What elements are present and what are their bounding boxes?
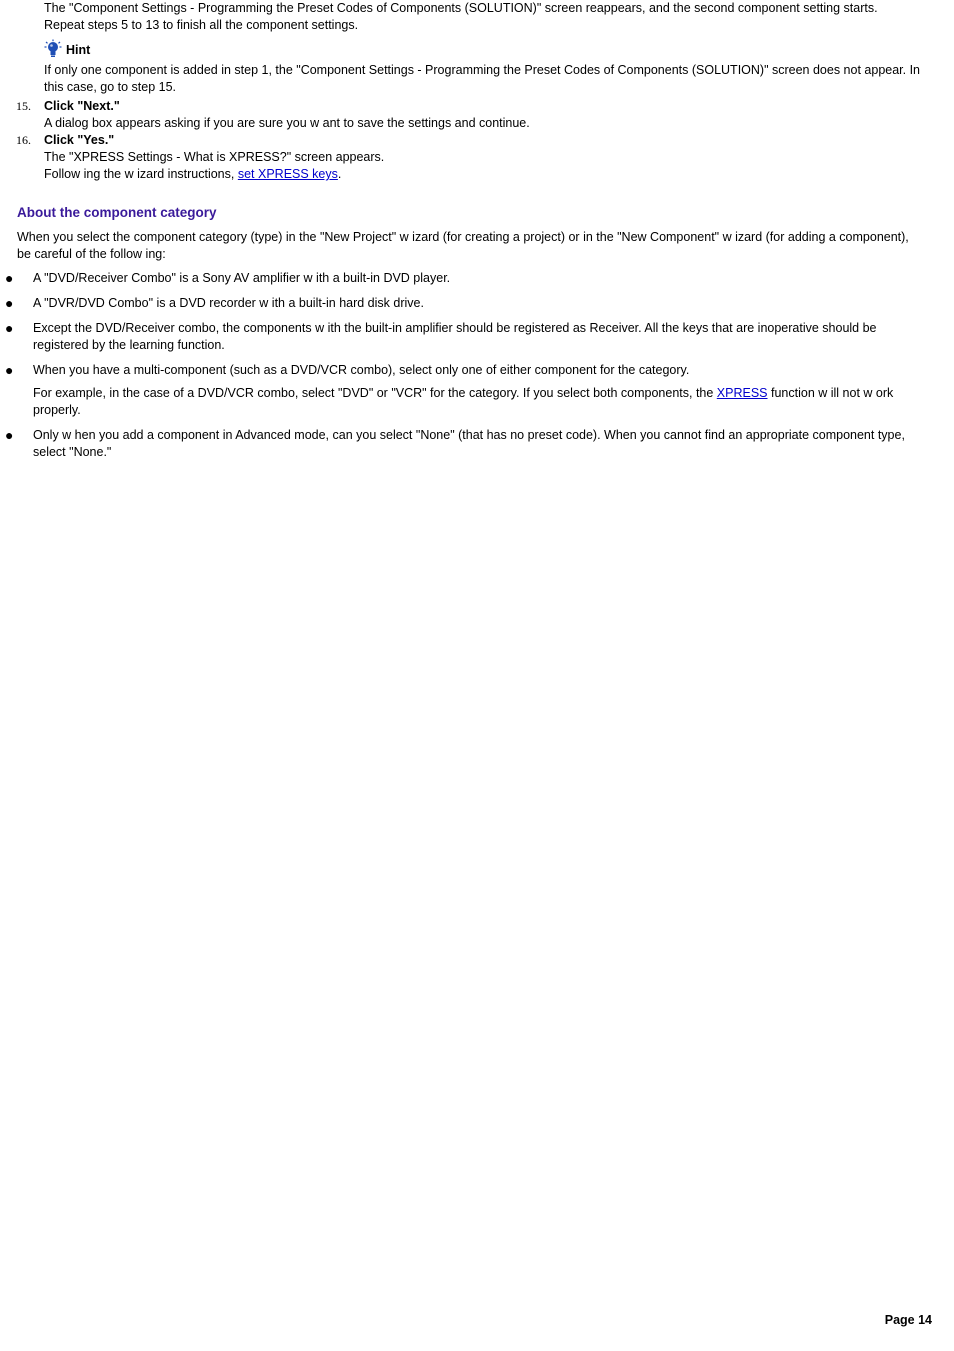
step-description: The "XPRESS Settings - What is XPRESS?" screen appears.	[44, 150, 385, 164]
lightbulb-icon	[44, 39, 62, 59]
top-paragraph-line2: Repeat steps 5 to 13 to finish all the component settings.	[44, 18, 359, 32]
hint-block	[44, 39, 924, 96]
bullet-text: Except the DVD/Receiver combo, the components w ith the built-in amplifier should be registered as Receiver. All the keys that are inoperative should be registered by the learning function.	[33, 321, 877, 352]
step-follow-line	[44, 166, 924, 183]
bullet-dot: ●	[5, 427, 14, 443]
bullet-text: A "DVD/Receiver Combo" is a Sony AV amplifier w ith a built-in DVD player.	[33, 271, 451, 285]
step-description: A dialog box appears asking if you are sure you w ant to save the settings and continue.	[44, 116, 530, 130]
set-xpress-keys-link[interactable]: set XPRESS keys	[237, 167, 338, 181]
bullet-dot: ●	[5, 362, 14, 378]
hint-text: If only one component is added in step 1, the "Component Settings - Programming the Preset Codes of Components (SOLUTION)" screen does not appear. In this case, go to step 15.	[44, 63, 921, 94]
step-title: Click "Yes."	[44, 133, 115, 147]
page-number: Page 14	[884, 1313, 932, 1327]
section-intro: When you select the component category (type) in the "New Project" w izard (for creating a project) or in the "New Component" w izard (for adding a component), be careful of the follow ing:	[17, 230, 909, 261]
step-number: 15.	[16, 99, 31, 113]
top-paragraph-line1: The "Component Settings - Programming the Preset Codes of Components (SOLUTION)" screen reappears, and the second component setting starts.	[44, 1, 878, 15]
bullet-dot: ●	[5, 270, 14, 286]
follow-suffix: .	[337, 167, 342, 181]
follow-prefix: Follow ing the w izard instructions,	[44, 167, 238, 181]
bullet-dot: ●	[5, 295, 14, 311]
step-title: Click "Next."	[44, 99, 120, 113]
bullet-dot: ●	[5, 320, 14, 336]
example-prefix: For example, in the case of a DVD/VCR combo, select "DVD" or "VCR" for the category. If you select both components, the	[33, 386, 717, 400]
bullet-text: Only w hen you add a component in Advanced mode, can you select "None" (that has no preset code). When you cannot find an appropriate component type, select "None."	[33, 428, 905, 459]
step-number: 16.	[16, 133, 31, 147]
xpress-link[interactable]: XPRESS	[716, 386, 768, 400]
example-suffix: function w ill not w ork properly.	[33, 386, 894, 417]
section-heading: About the component category	[17, 205, 217, 220]
top-paragraph	[44, 0, 924, 34]
bullet-text: A "DVR/DVD Combo" is a DVD recorder w ith a built-in hard disk drive.	[33, 296, 424, 310]
hint-title-row	[44, 39, 924, 59]
hint-title: Hint	[66, 43, 91, 57]
bullet-example	[33, 385, 928, 419]
bullet-text: When you have a multi-component (such as a DVD/VCR combo), select only one of either component for the category.	[33, 363, 690, 377]
